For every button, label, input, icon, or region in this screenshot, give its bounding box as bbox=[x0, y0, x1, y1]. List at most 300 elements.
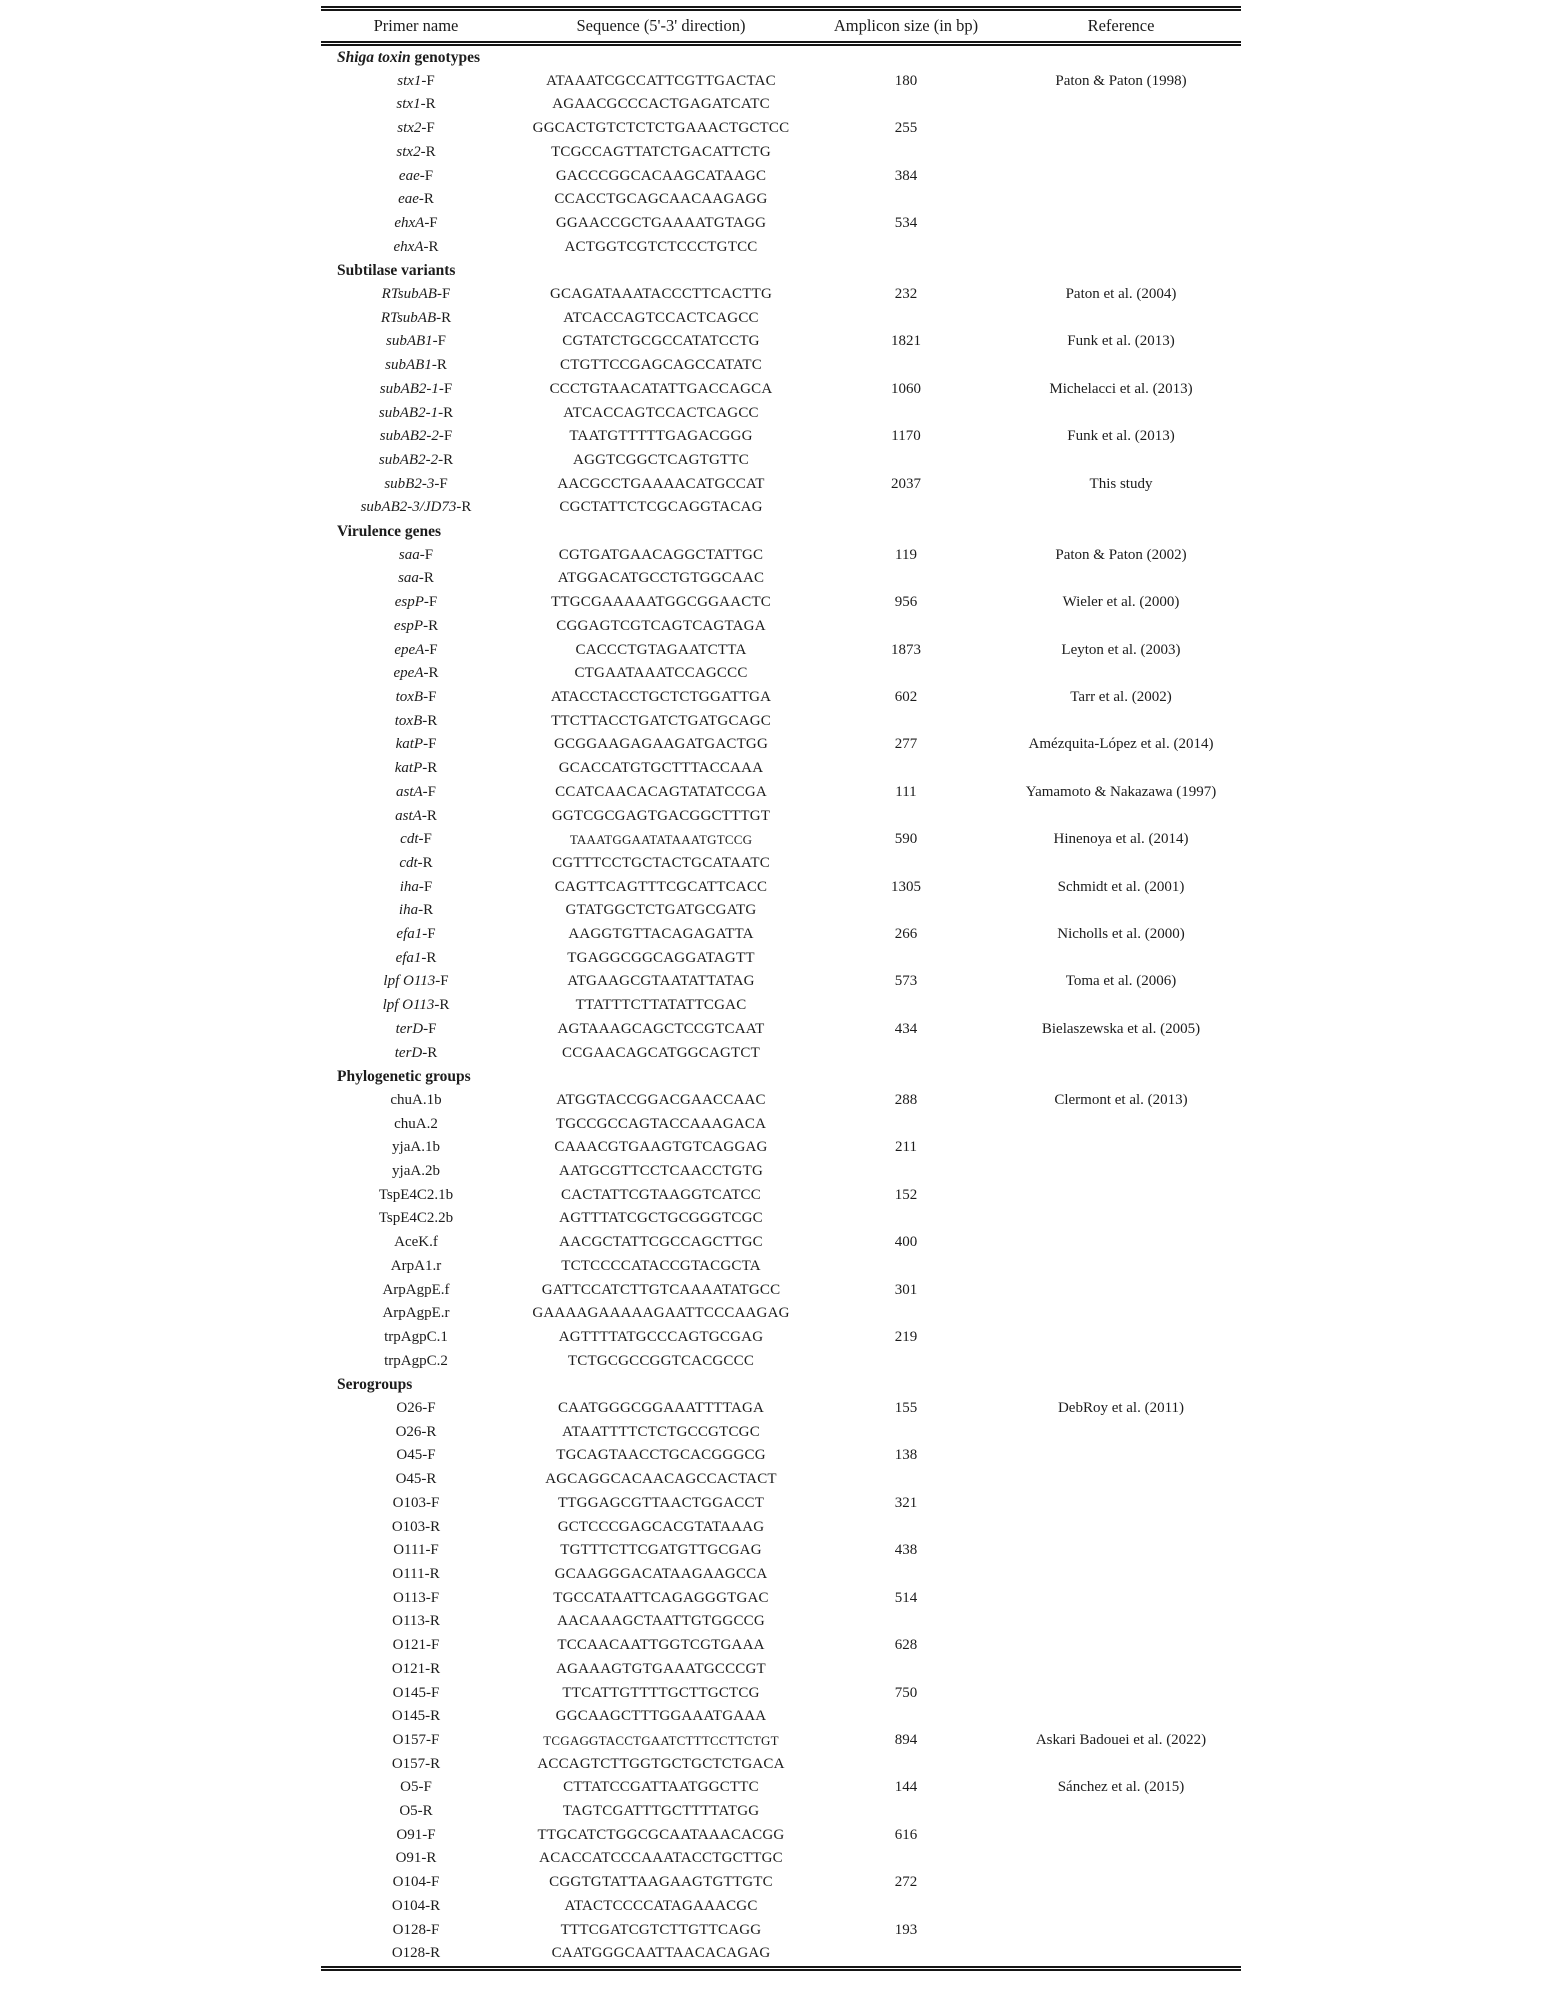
amplicon-size-cell bbox=[811, 615, 1001, 639]
amplicon-size-cell bbox=[811, 188, 1001, 212]
primer-direction-suffix: -F bbox=[438, 428, 453, 445]
sequence-cell: GACCCGGCACAAGCATAAGC bbox=[555, 167, 767, 184]
reference-cell: Paton & Paton (1998) bbox=[1055, 72, 1187, 89]
primer-name-cell bbox=[321, 283, 511, 307]
reference-cell: Tarr et al. (2002) bbox=[1070, 688, 1172, 705]
primer-direction-suffix: -R bbox=[418, 191, 434, 208]
section-header-row bbox=[321, 44, 1241, 70]
sequence-cell: ATAATTTTCTCTGCCGTCGC bbox=[562, 1423, 760, 1440]
reference-cell bbox=[1001, 662, 1241, 686]
primer-row bbox=[321, 970, 1241, 994]
sequence-cell: AGTTTTATGCCCAGTGCGAG bbox=[558, 1328, 764, 1345]
primer-gene-name: espP bbox=[394, 594, 424, 611]
sequence-cell: AGTAAAGCAGCTCCGTCAAT bbox=[557, 1020, 765, 1037]
primer-gene-name: RTsubAB bbox=[380, 309, 437, 326]
reference-cell bbox=[1001, 354, 1241, 378]
primer-row bbox=[321, 141, 1241, 165]
reference-cell bbox=[1001, 1587, 1241, 1611]
reference-cell bbox=[1001, 449, 1241, 473]
primer-row bbox=[321, 449, 1241, 473]
primer-name-cell bbox=[321, 1207, 511, 1231]
reference-cell bbox=[1001, 1539, 1241, 1563]
reference-cell bbox=[1001, 1516, 1241, 1540]
reference-cell bbox=[1001, 496, 1241, 520]
primer-row bbox=[321, 1089, 1241, 1113]
reference-cell bbox=[1001, 165, 1241, 189]
reference-cell bbox=[1001, 141, 1241, 165]
primer-gene-name: O145-R bbox=[391, 1708, 441, 1725]
reference-cell bbox=[1001, 1444, 1241, 1468]
sequence-cell: AAGGTGTTACAGAGATTA bbox=[568, 926, 754, 943]
primer-direction-suffix: -F bbox=[418, 831, 432, 848]
reference-cell bbox=[1001, 1634, 1241, 1658]
primer-gene-name: O91-R bbox=[395, 1850, 437, 1867]
primer-name-cell bbox=[321, 1302, 511, 1326]
reference-cell bbox=[1001, 1800, 1241, 1824]
reference-cell bbox=[1001, 1895, 1241, 1919]
primer-gene-name: epeA bbox=[394, 641, 425, 658]
amplicon-size-cell bbox=[811, 1042, 1001, 1066]
primer-gene-name: O128-F bbox=[392, 1921, 440, 1938]
primer-row bbox=[321, 496, 1241, 520]
primer-row bbox=[321, 1587, 1241, 1611]
primer-direction-suffix: -R bbox=[434, 997, 450, 1014]
amplicon-size-cell: 628 bbox=[894, 1637, 918, 1654]
primer-name-cell bbox=[321, 1113, 511, 1137]
amplicon-size-cell: 111 bbox=[895, 783, 917, 800]
sequence-cell: ATAAATCGCCATTCGTTGACTAC bbox=[546, 72, 776, 89]
reference-cell bbox=[1001, 236, 1241, 260]
primer-gene-name: O111-R bbox=[392, 1566, 440, 1582]
primer-gene-name: trpAgpC.2 bbox=[384, 1352, 448, 1369]
sequence-cell: GATTCCATCTTGTCAAAATATGCC bbox=[541, 1281, 781, 1298]
sequence-cell: ATGGTACCGGACGAACCAAC bbox=[556, 1091, 766, 1108]
primer-row bbox=[321, 733, 1241, 757]
sequence-cell: GCAGATAAATACCCTTCACTTG bbox=[549, 286, 772, 303]
primer-direction-suffix: -F bbox=[422, 926, 436, 943]
sequence-cell: AGTTTATCGCTGCGGGTCGC bbox=[559, 1210, 763, 1227]
sequence-cell: GCAAGGGACATAAGAAGCCA bbox=[554, 1566, 768, 1582]
sequence-cell: CAATGGGCGGAAATTTTAGA bbox=[557, 1400, 765, 1417]
primer-row bbox=[321, 402, 1241, 426]
primer-row bbox=[321, 639, 1241, 663]
primer-table bbox=[321, 6, 1241, 1971]
primer-direction-suffix: -R bbox=[431, 357, 447, 374]
primer-row bbox=[321, 1468, 1241, 1492]
reference-cell bbox=[1001, 1563, 1241, 1587]
sequence-cell: TAGTCGATTTGCTTTTATGG bbox=[562, 1803, 760, 1820]
primer-name-cell bbox=[321, 567, 511, 591]
reference-cell: Toma et al. (2006) bbox=[1065, 973, 1177, 990]
primer-gene-name: terD bbox=[395, 1020, 424, 1037]
primer-row bbox=[321, 1682, 1241, 1706]
sequence-cell: GAAAAGAAAAAGAATTCCCAAGAG bbox=[532, 1305, 790, 1322]
sequence-cell: AACAAAGCTAATTGTGGCCG bbox=[557, 1613, 765, 1630]
sequence-cell: TGTTTCTTCGATGTTGCGAG bbox=[560, 1542, 762, 1559]
primer-row bbox=[321, 567, 1241, 591]
reference-cell bbox=[1001, 1326, 1241, 1350]
primer-row bbox=[321, 1113, 1241, 1137]
primer-name-cell bbox=[321, 1326, 511, 1350]
amplicon-size-cell bbox=[811, 567, 1001, 591]
primer-row bbox=[321, 686, 1241, 710]
primer-gene-name: ehxA bbox=[394, 214, 425, 231]
reference-cell bbox=[1001, 1468, 1241, 1492]
primer-name-cell bbox=[321, 1800, 511, 1824]
sequence-cell: CCACCTGCAGCAACAAGAGG bbox=[554, 191, 768, 208]
amplicon-size-cell: 211 bbox=[895, 1139, 917, 1156]
primer-row bbox=[321, 473, 1241, 497]
amplicon-size-cell bbox=[811, 1942, 1001, 1968]
section-title bbox=[321, 520, 1241, 544]
amplicon-size-cell: 1873 bbox=[891, 641, 921, 658]
primer-gene-name: O157-F bbox=[392, 1731, 440, 1748]
sequence-cell: AGGTCGGCTCAGTGTTC bbox=[573, 451, 749, 468]
primer-direction-suffix: -R bbox=[418, 902, 434, 919]
primer-gene-name: saa bbox=[398, 546, 420, 563]
primer-gene-name: stx2 bbox=[396, 143, 421, 160]
amplicon-size-cell bbox=[811, 710, 1001, 734]
primer-row bbox=[321, 165, 1241, 189]
primer-row bbox=[321, 212, 1241, 236]
amplicon-size-cell bbox=[811, 994, 1001, 1018]
primer-name-cell bbox=[321, 70, 511, 94]
primer-direction-suffix: -F bbox=[424, 641, 438, 658]
primer-gene-name: stx1 bbox=[397, 72, 422, 89]
reference-cell bbox=[1001, 994, 1241, 1018]
reference-cell bbox=[1001, 1136, 1241, 1160]
primer-row bbox=[321, 1563, 1241, 1587]
primer-name-cell bbox=[321, 378, 511, 402]
amplicon-size-cell: 1060 bbox=[891, 380, 921, 397]
sequence-cell: AGAAAGTGTGAAATGCCCGT bbox=[556, 1660, 766, 1677]
primer-row bbox=[321, 1705, 1241, 1729]
primer-name-cell bbox=[321, 1753, 511, 1777]
reference-cell bbox=[1001, 567, 1241, 591]
reference-cell: Yamamoto & Nakazawa (1997) bbox=[1025, 783, 1217, 800]
primer-name-cell bbox=[321, 639, 511, 663]
primer-gene-name: subB2-3 bbox=[384, 475, 435, 492]
primer-gene-name: toxB bbox=[394, 712, 423, 729]
primer-row bbox=[321, 544, 1241, 568]
primer-direction-suffix: -F bbox=[434, 475, 448, 492]
reference-cell: Amézquita-López et al. (2014) bbox=[1028, 736, 1214, 753]
sequence-cell: TGCAGTAACCTGCACGGGCG bbox=[556, 1447, 766, 1464]
header-row bbox=[321, 9, 1241, 44]
reference-cell bbox=[1001, 1042, 1241, 1066]
primer-row bbox=[321, 615, 1241, 639]
primer-gene-name: O121-R bbox=[391, 1660, 441, 1677]
primer-gene-name: katP bbox=[395, 736, 424, 753]
primer-name-cell bbox=[321, 1563, 511, 1587]
primer-name-cell bbox=[321, 757, 511, 781]
sequence-cell: TTCTTACCTGATCTGATGCAGC bbox=[551, 712, 771, 729]
primer-gene-name: cdt bbox=[400, 831, 419, 848]
amplicon-size-cell: 266 bbox=[894, 926, 918, 943]
section-title-text: genotypes bbox=[410, 49, 480, 66]
sequence-cell: TTGGAGCGTTAACTGGACCT bbox=[557, 1494, 765, 1511]
primer-name-cell bbox=[321, 1160, 511, 1184]
primer-row bbox=[321, 1729, 1241, 1753]
primer-name-cell bbox=[321, 1539, 511, 1563]
sequence-cell: ACCAGTCTTGGTGCTGCTCTGACA bbox=[537, 1755, 785, 1772]
primer-name-cell bbox=[321, 970, 511, 994]
primer-name-cell bbox=[321, 141, 511, 165]
primer-direction-suffix: -F bbox=[419, 546, 434, 563]
primer-name-cell bbox=[321, 1634, 511, 1658]
primer-direction-suffix: -F bbox=[432, 333, 446, 350]
amplicon-size-cell bbox=[811, 1207, 1001, 1231]
amplicon-size-cell: 514 bbox=[894, 1589, 918, 1606]
primer-row bbox=[321, 188, 1241, 212]
primer-row bbox=[321, 781, 1241, 805]
primer-table-header bbox=[321, 9, 1241, 44]
sequence-cell: ATACCTACCTGCTCTGGATTGA bbox=[550, 688, 772, 705]
primer-name-cell bbox=[321, 1610, 511, 1634]
amplicon-size-cell: 321 bbox=[894, 1494, 918, 1511]
primer-row bbox=[321, 923, 1241, 947]
sequence-cell: CGCTATTCTCGCAGGTACAG bbox=[559, 499, 763, 516]
primer-name-cell bbox=[321, 1776, 511, 1800]
primer-row bbox=[321, 1776, 1241, 1800]
primer-name-cell bbox=[321, 1729, 511, 1753]
amplicon-size-cell: 272 bbox=[894, 1874, 918, 1891]
primer-gene-name: iha bbox=[398, 902, 419, 919]
amplicon-size-cell bbox=[811, 1800, 1001, 1824]
primer-gene-name: yjaA.2b bbox=[392, 1163, 440, 1180]
primer-direction-suffix: -R bbox=[438, 451, 454, 468]
primer-direction-suffix: -R bbox=[420, 143, 436, 160]
primer-name-cell bbox=[321, 1492, 511, 1516]
reference-cell bbox=[1001, 947, 1241, 971]
amplicon-size-cell: 438 bbox=[894, 1542, 918, 1559]
reference-cell: Wieler et al. (2000) bbox=[1062, 594, 1180, 611]
primer-gene-name: subAB2-3/JD73 bbox=[360, 499, 457, 516]
primer-direction-suffix: -R bbox=[421, 807, 437, 824]
sequence-cell: AGCAGGCACAACAGCCACTACT bbox=[545, 1471, 777, 1488]
sequence-cell: CCGAACAGCATGGCAGTCT bbox=[562, 1044, 760, 1061]
amplicon-size-cell: 277 bbox=[894, 736, 918, 753]
reference-cell bbox=[1001, 1871, 1241, 1895]
section-title-text: Serogroups bbox=[337, 1376, 413, 1394]
primer-row bbox=[321, 70, 1241, 94]
primer-direction-suffix: -R bbox=[422, 760, 438, 777]
primer-gene-name: RTsubAB bbox=[381, 286, 437, 303]
reference-cell: Hinenoya et al. (2014) bbox=[1053, 831, 1189, 848]
column-header: Amplicon size (in bp) bbox=[833, 16, 979, 35]
primer-row bbox=[321, 1018, 1241, 1042]
section-title-text: Subtilase variants bbox=[337, 262, 456, 280]
primer-gene-name: stx2 bbox=[397, 120, 422, 137]
primer-gene-name: espP bbox=[393, 617, 424, 634]
primer-direction-suffix: -F bbox=[419, 167, 434, 184]
primer-name-cell bbox=[321, 212, 511, 236]
amplicon-size-cell bbox=[811, 1160, 1001, 1184]
primer-direction-suffix: -R bbox=[421, 949, 437, 966]
primer-name-cell bbox=[321, 1942, 511, 1968]
primer-row bbox=[321, 93, 1241, 117]
reference-cell: Clermont et al. (2013) bbox=[1054, 1091, 1188, 1108]
reference-cell: Paton & Paton (2002) bbox=[1055, 546, 1187, 563]
primer-table-container bbox=[321, 6, 1241, 1971]
reference-cell bbox=[1001, 805, 1241, 829]
amplicon-size-cell bbox=[811, 1658, 1001, 1682]
section-title-text: Phylogenetic groups bbox=[337, 1068, 471, 1086]
primer-direction-suffix: -F bbox=[421, 72, 435, 89]
primer-row bbox=[321, 1397, 1241, 1421]
sequence-cell: CGTTTCCTGCTACTGCATAATC bbox=[552, 854, 770, 871]
reference-cell bbox=[1001, 1231, 1241, 1255]
primer-name-cell bbox=[321, 117, 511, 141]
sequence-cell: CTGTTCCGAGCAGCCATATC bbox=[560, 357, 762, 374]
amplicon-size-cell bbox=[811, 402, 1001, 426]
primer-gene-name: O157-R bbox=[391, 1755, 441, 1772]
sequence-cell: TTGCATCTGGCGCAATAAACACGG bbox=[537, 1826, 785, 1843]
primer-gene-name: eae bbox=[398, 167, 420, 184]
primer-name-cell bbox=[321, 236, 511, 260]
primer-row bbox=[321, 1255, 1241, 1279]
reference-cell bbox=[1001, 1705, 1241, 1729]
amplicon-size-cell: 1821 bbox=[891, 333, 921, 350]
sequence-cell: CCATCAACACAGTATATCCGA bbox=[555, 783, 767, 800]
reference-cell bbox=[1001, 1610, 1241, 1634]
reference-cell bbox=[1001, 710, 1241, 734]
primer-direction-suffix: -F bbox=[423, 688, 437, 705]
primer-name-cell bbox=[321, 947, 511, 971]
section-title-text: Virulence genes bbox=[337, 523, 442, 541]
primer-row bbox=[321, 757, 1241, 781]
primer-direction-suffix: -R bbox=[423, 238, 439, 255]
primer-gene-name: TspE4C2.1b bbox=[378, 1186, 454, 1203]
reference-cell bbox=[1001, 1658, 1241, 1682]
primer-name-cell bbox=[321, 1350, 511, 1374]
sequence-cell: GCACCATGTGCTTTACCAAA bbox=[558, 760, 764, 777]
amplicon-size-cell: 193 bbox=[894, 1921, 918, 1938]
primer-row bbox=[321, 876, 1241, 900]
amplicon-size-cell: 1170 bbox=[891, 428, 921, 445]
amplicon-size-cell: 1305 bbox=[891, 878, 921, 895]
primer-name-cell bbox=[321, 1705, 511, 1729]
primer-gene-name: AceK.f bbox=[394, 1234, 438, 1251]
sequence-cell: TCTGCGCCGGTCACGCCC bbox=[567, 1352, 755, 1369]
amplicon-size-cell: 573 bbox=[894, 973, 918, 990]
reference-cell bbox=[1001, 1753, 1241, 1777]
primer-row bbox=[321, 1753, 1241, 1777]
sequence-cell: TGAGGCGGCAGGATAGTT bbox=[567, 949, 755, 966]
primer-name-cell bbox=[321, 449, 511, 473]
reference-cell bbox=[1001, 307, 1241, 331]
section-header-row bbox=[321, 1065, 1241, 1089]
amplicon-size-cell: 534 bbox=[894, 214, 918, 231]
primer-row bbox=[321, 330, 1241, 354]
primer-name-cell bbox=[321, 1468, 511, 1492]
primer-gene-name: O26-F bbox=[396, 1400, 436, 1417]
primer-row bbox=[321, 1516, 1241, 1540]
primer-direction-suffix: -F bbox=[423, 594, 438, 611]
sequence-cell: CGTATCTGCGCCATATCCTG bbox=[562, 333, 760, 350]
reference-cell: DebRoy et al. (2011) bbox=[1057, 1400, 1185, 1417]
primer-row bbox=[321, 1160, 1241, 1184]
primer-gene-name: lpf O113 bbox=[383, 973, 436, 990]
primer-gene-name: lpf O113 bbox=[382, 997, 435, 1014]
amplicon-size-cell bbox=[811, 354, 1001, 378]
primer-gene-name: O111-F bbox=[393, 1542, 439, 1559]
primer-name-cell bbox=[321, 1089, 511, 1113]
section-header-row bbox=[321, 520, 1241, 544]
primer-row bbox=[321, 710, 1241, 734]
primer-gene-name: saa bbox=[398, 570, 419, 587]
primer-gene-name: O103-F bbox=[392, 1494, 440, 1511]
primer-gene-name: ehxA bbox=[393, 238, 424, 255]
primer-row bbox=[321, 1610, 1241, 1634]
primer-row bbox=[321, 1279, 1241, 1303]
section-header-row bbox=[321, 259, 1241, 283]
primer-gene-name: eae bbox=[398, 191, 419, 208]
primer-name-cell bbox=[321, 93, 511, 117]
primer-direction-suffix: -R bbox=[423, 617, 439, 634]
primer-gene-name: O5-R bbox=[399, 1803, 433, 1820]
reference-cell bbox=[1001, 1421, 1241, 1445]
primer-table-body bbox=[321, 44, 1241, 1969]
primer-name-cell bbox=[321, 1231, 511, 1255]
amplicon-size-cell: 119 bbox=[895, 546, 917, 563]
primer-name-cell bbox=[321, 1397, 511, 1421]
primer-name-cell bbox=[321, 591, 511, 615]
amplicon-size-cell: 2037 bbox=[891, 475, 921, 492]
amplicon-size-cell bbox=[811, 496, 1001, 520]
section-title-italic-part: Shiga toxin bbox=[337, 49, 411, 66]
primer-gene-name: cdt bbox=[399, 854, 418, 871]
primer-row bbox=[321, 1184, 1241, 1208]
primer-gene-name: O26-R bbox=[395, 1423, 437, 1440]
column-header: Sequence (5'-3' direction) bbox=[576, 16, 746, 35]
primer-gene-name: subAB2-2 bbox=[379, 428, 439, 445]
primer-row bbox=[321, 1871, 1241, 1895]
sequence-cell: CCCTGTAACATATTGACCAGCA bbox=[549, 380, 773, 397]
primer-gene-name: TspE4C2.2b bbox=[378, 1210, 454, 1227]
primer-name-cell bbox=[321, 662, 511, 686]
primer-row bbox=[321, 1231, 1241, 1255]
primer-name-cell bbox=[321, 473, 511, 497]
reference-cell bbox=[1001, 1207, 1241, 1231]
primer-row bbox=[321, 805, 1241, 829]
primer-name-cell bbox=[321, 165, 511, 189]
reference-cell: Bielaszewska et al. (2005) bbox=[1041, 1020, 1201, 1037]
primer-gene-name: O45-R bbox=[395, 1471, 437, 1488]
sequence-cell: CACCCTGTAGAATCTTA bbox=[575, 641, 747, 658]
reference-cell: Sánchez et al. (2015) bbox=[1057, 1779, 1185, 1796]
primer-name-cell bbox=[321, 330, 511, 354]
amplicon-size-cell bbox=[811, 93, 1001, 117]
sequence-cell: GGTCGCGAGTGACGGCTTTGT bbox=[551, 807, 771, 824]
primer-row bbox=[321, 1207, 1241, 1231]
reference-cell bbox=[1001, 899, 1241, 923]
reference-cell: Michelacci et al. (2013) bbox=[1049, 380, 1193, 397]
primer-direction-suffix: -F bbox=[422, 783, 436, 800]
primer-gene-name: epeA bbox=[393, 665, 424, 682]
primer-row bbox=[321, 1136, 1241, 1160]
reference-cell bbox=[1001, 1160, 1241, 1184]
reference-cell bbox=[1001, 1184, 1241, 1208]
primer-row bbox=[321, 1421, 1241, 1445]
primer-row bbox=[321, 828, 1241, 852]
primer-direction-suffix: -R bbox=[422, 1044, 438, 1061]
primer-row bbox=[321, 1895, 1241, 1919]
reference-cell bbox=[1001, 1279, 1241, 1303]
reference-cell bbox=[1001, 1255, 1241, 1279]
primer-direction-suffix: -F bbox=[423, 1020, 437, 1037]
amplicon-size-cell bbox=[811, 236, 1001, 260]
